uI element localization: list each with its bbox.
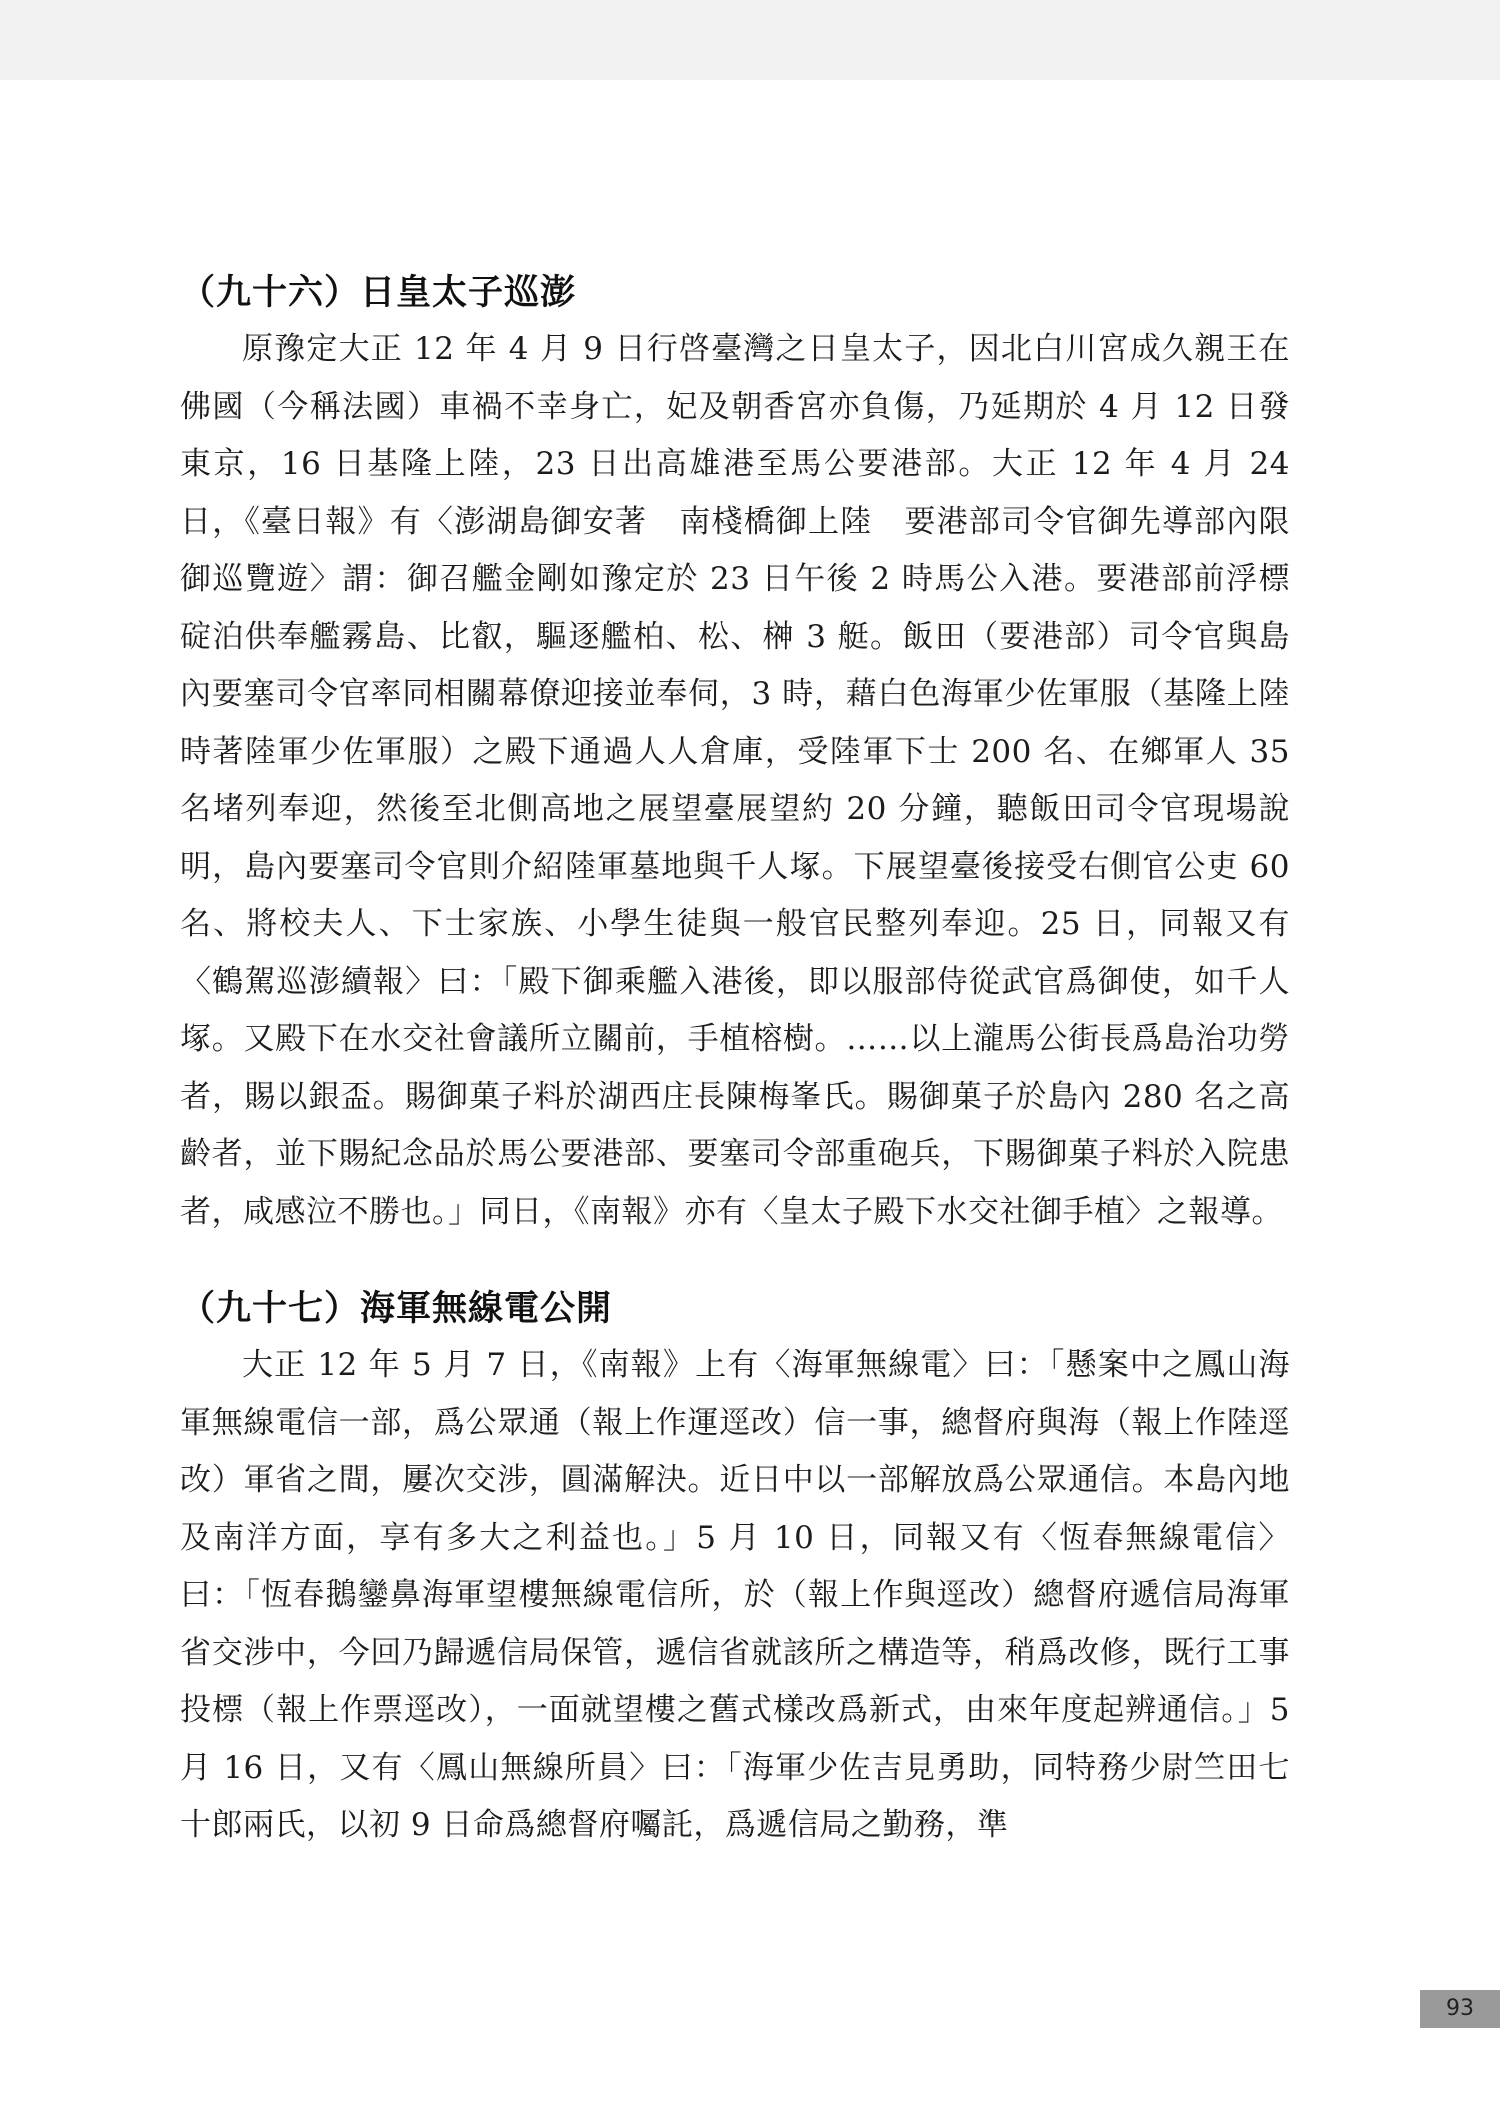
- page-content: [180, 265, 1290, 1855]
- section-title-97: （九十七）海軍無線電公開: [180, 1289, 613, 1329]
- section-body-96: 原豫定大正 12 年 4 月 9 日行啓臺灣之日皇太子，因北白川宮成久親王在佛國（今稱法國）車禍不幸身亡，妃及朝香宮亦負傷，乃延期於 4 月 12 日發東京，16 日基隆上陸，23 日出高雄港至馬公要港部。大正 12 年 4 月 24 日，《臺日報》有〈澎湖島御安著 南棧橋御上陸 要港部司令官御先導部內限御巡覽遊〉謂：御召艦金剛如豫定於 23 日午後 2 時馬公入港。要港部前浮標碇泊供奉艦霧島、比叡，驅逐艦柏、松、榊 3 艇。飯田（要港部）司令官與島內要塞司令官率同相關幕僚迎接並奉伺，3 時，藉白色海軍少佐軍服（基隆上陸時著陸軍少佐軍服）之殿下通過人人倉庫，受陸軍下士 200 名、在鄉軍人 35 名堵列奉迎，然後至北側高地之展望臺展望約 20 分鐘，聽飯田司令官現場說明，島內要塞司令官則介紹陸軍墓地與千人塚。下展望臺後接受右側官公吏 60 名、將校夫人、下士家族、小學生徒與一般官民整列奉迎。25 日，同報又有〈鶴駕巡澎續報〉曰：「殿下御乘艦入港後，即以服部侍從武官爲御使，如千人塚。又殿下在水交社會議所立關前，手植榕樹。……以上瀧馬公街長爲島治功勞者，賜以銀盃。賜御菓子料於湖西庄長陳梅峯氏。賜御菓子於島內 280 名之高齡者，並下賜紀念品於馬公要港部、要塞司令部重砲兵，下賜御菓子料於入院患者，咸感泣不勝也。」同日，《南報》亦有〈皇太子殿下水交社御手植〉之報導。: [180, 331, 1290, 1230]
- scan-top-band: [0, 0, 1500, 80]
- section-title-96: （九十六）日皇太子巡澎: [180, 273, 577, 313]
- page-number: 93: [1420, 1990, 1500, 2028]
- section-body-97: 大正 12 年 5 月 7 日，《南報》上有〈海軍無線電〉曰：「懸案中之鳳山海軍無線電信一部，爲公眾通（報上作運逕改）信一事，總督府與海（報上作陸逕改）軍省之間，屢次交涉，圓滿解決。近日中以一部解放爲公眾通信。本島內地及南洋方面，享有多大之利益也。」5 月 10 日，同報又有〈恆春無線電信〉曰：「恆春鵝鑾鼻海軍望樓無線電信所，於（報上作與逕改）總督府遞信局海軍省交涉中，今回乃歸遞信局保管，遞信省就該所之構造等，稍爲改修，既行工事投標（報上作票逕改），一面就望樓之舊式樣改爲新式，由來年度起辨通信。」5 月 16 日，又有〈鳳山無線所員〉曰：「海軍少佐吉見勇助，同特務少尉竺田七十郎兩氏，以初 9 日命爲總督府囑託，爲遞信局之勤務，準: [180, 1347, 1290, 1843]
